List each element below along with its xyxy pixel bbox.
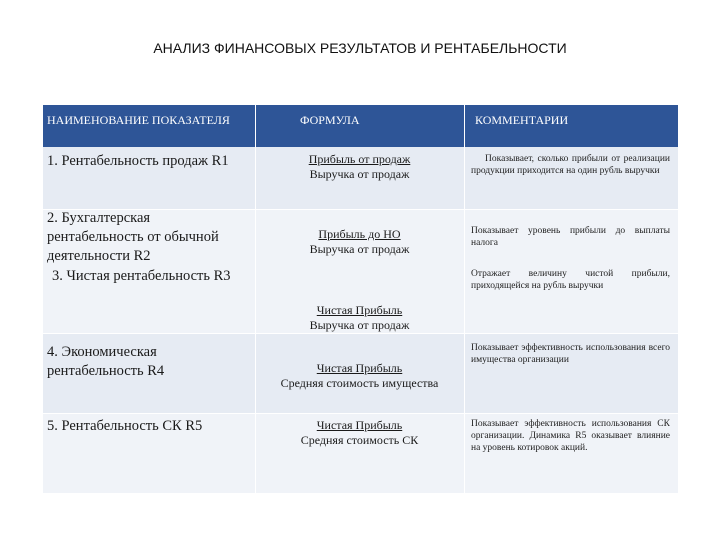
row-divider bbox=[43, 413, 678, 414]
row-4-comment: Показывает эффективность использования всего имущества организации bbox=[471, 343, 670, 365]
formula-denominator: Выручка от продаж bbox=[309, 242, 410, 256]
formula-numerator: Прибыль от продаж bbox=[308, 152, 411, 166]
page-title: АНАЛИЗ ФИНАНСОВЫХ РЕЗУЛЬТАТОВ И РЕНТАБЕЛЬНОСТИ bbox=[153, 40, 567, 56]
formula-numerator: Прибыль до НО bbox=[318, 227, 401, 241]
row-5-formula bbox=[255, 418, 464, 448]
row-divider bbox=[43, 333, 678, 334]
row-2-comment: Показывает уровень прибыли до выплаты налога bbox=[471, 226, 670, 248]
row-2-name bbox=[47, 209, 219, 266]
row-3-formula bbox=[255, 303, 464, 333]
indicators-table bbox=[43, 105, 678, 493]
column-header-name: НАИМЕНОВАНИЕ ПОКАЗАТЕЛЯ bbox=[47, 113, 230, 127]
row-1-formula bbox=[255, 152, 464, 182]
row-1-name: 1. Рентабельность продаж R1 bbox=[47, 153, 229, 169]
row-2-name-line: деятельности R2 bbox=[47, 248, 151, 264]
column-divider bbox=[464, 105, 465, 493]
formula-denominator: Средняя стоимость СК bbox=[300, 433, 419, 447]
formula-numerator: Чистая Прибыль bbox=[316, 303, 403, 317]
row-1-comment: Показывает, сколько прибыли от реализации продукции приходится на один рубль выручки bbox=[471, 154, 670, 176]
formula-denominator: Средняя стоимость имущества bbox=[280, 376, 439, 390]
formula-numerator: Чистая Прибыль bbox=[316, 418, 403, 432]
formula-denominator: Выручка от продаж bbox=[309, 318, 410, 332]
column-header-formula: ФОРМУЛА bbox=[300, 113, 360, 127]
row-4-name-line: рентабельность R4 bbox=[47, 363, 165, 379]
table-header bbox=[43, 105, 678, 147]
formula-denominator: Выручка от продаж bbox=[309, 167, 410, 181]
row-3-name: 3. Чистая рентабельность R3 bbox=[52, 268, 231, 284]
column-header-comment: КОММЕНТАРИИ bbox=[475, 113, 569, 127]
formula-numerator: Чистая Прибыль bbox=[316, 361, 403, 375]
row-2-name-line: 2. Бухгалтерская bbox=[47, 210, 151, 226]
row-5-name: 5. Рентабельность СК R5 bbox=[47, 418, 203, 434]
row-4-name-line: 4. Экономическая bbox=[47, 344, 157, 360]
row-2-name-line: рентабельность от обычной bbox=[47, 229, 219, 245]
row-5-comment: Показывает эффективность использования СК организации. Динамика R5 оказывает влияние на уровень котировок акций. bbox=[471, 419, 670, 453]
row-4-formula bbox=[255, 361, 464, 391]
row-4-name bbox=[47, 343, 164, 381]
row-2-formula bbox=[255, 227, 464, 257]
row-3-comment: Отражает величину чистой прибыли, приходящейся на рубль выручки bbox=[471, 269, 670, 291]
